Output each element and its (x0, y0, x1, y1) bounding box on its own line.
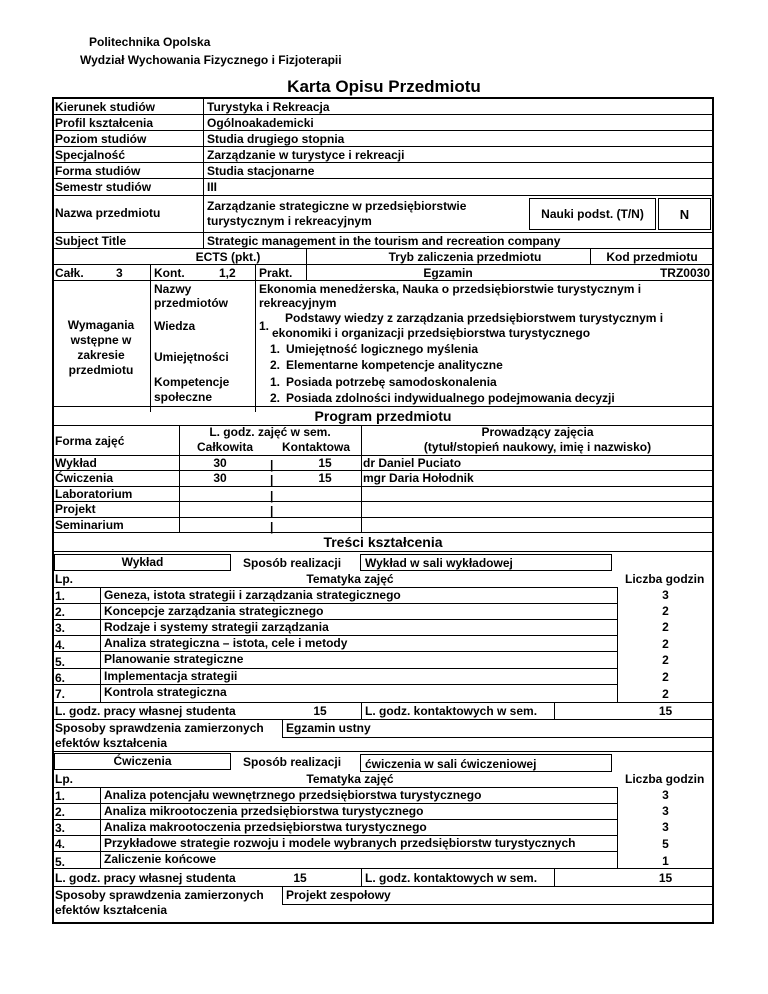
calk-label: Całk. (55, 266, 84, 280)
subject-title-label: Subject Title (55, 234, 127, 248)
sposoby-label: Sposoby sprawdzenia zamierzonych (55, 721, 264, 735)
info-value: Turystyka i Rekreacja (207, 100, 330, 114)
program-row-calk: 30 (213, 456, 227, 470)
program-row-sep: | (270, 489, 274, 503)
program-section-title: Program przedmiotu (314, 408, 452, 424)
tematyka-label: Tematyka zajęć (306, 572, 394, 586)
liczba-godzin-label: Liczba godzin (625, 772, 705, 786)
kontaktowe-label: L. godz. kontaktowych w sem. (365, 704, 538, 718)
info-label: Semestr studiów (55, 180, 152, 194)
kompetencje-item: Posiada zdolności indywidualnego podejmowania decyzji (286, 391, 615, 405)
umiejetnosci-item: Elementarne kompetencje analityczne (286, 358, 503, 372)
kompetencje-item: Posiada potrzebę samodoskonalenia (286, 375, 497, 389)
kod-label: Kod przedmiotu (606, 250, 698, 264)
sposoby-label: Sposoby sprawdzenia zamierzonych (55, 888, 264, 902)
prowadzacy-label: (tytuł/stopień naukowy, imię i nazwisko) (423, 440, 652, 454)
nauki-label: Nauki podst. (T/N) (541, 207, 644, 221)
program-row-sep: | (270, 504, 274, 518)
sposoby-label: efektów kształcenia (55, 736, 168, 750)
prakt-label: Prakt. (259, 266, 293, 280)
wyklad-godz: 2 (662, 670, 669, 684)
wyklad-temat: Implementacja strategii (104, 669, 238, 683)
program-row-calk: 30 (213, 471, 227, 485)
sposob-label: Sposób realizacji (243, 755, 342, 769)
info-value: III (207, 180, 218, 194)
info-value: Studia stacjonarne (207, 164, 315, 178)
info-label: Profil kształcenia (55, 116, 154, 130)
info-value: Studia drugiego stopnia (207, 132, 345, 146)
cwiczenia-godz: 3 (662, 820, 669, 834)
cwiczenia-lp: 2. (55, 805, 66, 819)
page-title: Karta Opisu Przedmiotu (287, 77, 481, 96)
kompetencje-num: 2. (270, 391, 281, 405)
info-label: Forma studiów (55, 164, 141, 178)
wiedza-num: 1. (259, 319, 270, 333)
liczba-godzin-label: Liczba godzin (625, 572, 705, 586)
cwiczenia-godz: 3 (662, 788, 669, 802)
program-row-prowadzacy: dr Daniel Puciato (363, 456, 462, 470)
kont-label: Kont. (154, 266, 185, 280)
kontaktowe-value: 15 (658, 704, 673, 718)
kontaktowe-value: 15 (658, 871, 673, 885)
wyklad-lp: 1. (55, 589, 66, 603)
wyklad-lp: 5. (55, 655, 66, 669)
program-row-kont: 15 (318, 471, 332, 485)
umiejetnosci-num: 2. (270, 358, 281, 372)
program-row-forma: Projekt (55, 502, 96, 516)
tematyka-label: Tematyka zajęć (306, 772, 394, 786)
wiedza-value: Podstawy wiedzy z zarządzania przedsiębiorstwem turystycznym i (285, 311, 664, 325)
nazwy-label: Nazwy (154, 282, 192, 296)
cwiczenia-temat: Przykładowe strategie rozwoju i modele wybranych przedsiębiorstw turystycznych (104, 836, 576, 850)
kont-value: 1,2 (219, 266, 236, 280)
wyklad-godz: 2 (662, 637, 669, 651)
cwiczenia-lp: 1. (55, 789, 66, 803)
kompetencje-label: społeczne (154, 390, 213, 404)
wyklad-lp: 4. (55, 638, 66, 652)
kontaktowa-label: Kontaktowa (282, 440, 351, 454)
praca-wlasna-value: 15 (313, 704, 327, 718)
info-label: Poziom studiów (55, 132, 147, 146)
cwiczenia-name: Ćwiczenia (113, 754, 172, 768)
cwiczenia-temat: Analiza mikrootoczenia przedsiębiorstwa turystycznego (104, 804, 424, 818)
wyklad-lp: 2. (55, 605, 66, 619)
godz-label: L. godz. zajęć w sem. (209, 425, 331, 439)
nazwy-value: Ekonomia menedżerska, Nauka o przedsiębiorstwie turystycznym i (259, 282, 642, 296)
kontaktowe-label: L. godz. kontaktowych w sem. (365, 871, 538, 885)
wyklad-lp: 7. (55, 687, 66, 701)
program-row-prowadzacy: mgr Daria Hołodnik (363, 471, 474, 485)
wyklad-sposob: Wykład w sali wykładowej (365, 556, 513, 570)
tryb-label: Tryb zaliczenia przedmiotu (388, 250, 542, 264)
program-row-sep: | (270, 458, 274, 472)
wiedza-label: Wiedza (154, 319, 196, 333)
cwiczenia-temat: Analiza potencjału wewnętrznego przedsiębiorstwa turystycznego (104, 788, 482, 802)
wyklad-godz: 2 (662, 687, 669, 701)
faculty-name: Wydział Wychowania Fizycznego i Fizjoterapii (80, 53, 342, 67)
praca-wlasna-label: L. godz. pracy własnej studenta (55, 871, 236, 885)
lp-label: Lp. (55, 572, 73, 586)
wyklad-lp: 6. (55, 671, 66, 685)
university-name: Politechnika Opolska (89, 35, 211, 49)
prowadzacy-label: Prowadzący zajęcia (481, 425, 594, 439)
cwiczenia-godz: 5 (662, 837, 669, 851)
subject-name-label: Nazwa przedmiotu (55, 206, 161, 220)
nazwy-value: rekreacyjnym (259, 296, 337, 310)
wyklad-temat: Planowanie strategiczne (104, 652, 244, 666)
wymagania-label: wstępne w (70, 333, 132, 347)
wyklad-lp: 3. (55, 621, 66, 635)
wyklad-godz: 2 (662, 604, 669, 618)
kompetencje-num: 1. (270, 375, 281, 389)
wyklad-godz: 3 (662, 588, 669, 602)
subject-title-value: Strategic management in the tourism and recreation company (207, 234, 561, 248)
wyklad-name: Wykład (121, 555, 164, 569)
lp-label: Lp. (55, 772, 73, 786)
wyklad-temat: Kontrola strategiczna (104, 685, 227, 699)
subject-name-line1: Zarządzanie strategiczne w przedsiębiorstwie (207, 199, 467, 213)
umiejetnosci-num: 1. (270, 342, 281, 356)
program-row-sep: | (270, 520, 274, 534)
cwiczenia-lp: 3. (55, 821, 66, 835)
umiejetnosci-item: Umiejętność logicznego myślenia (286, 342, 479, 356)
wyklad-temat: Rodzaje i systemy strategii zarządzania (104, 620, 329, 634)
sposoby-label: efektów kształcenia (55, 903, 168, 917)
program-row-forma: Ćwiczenia (55, 471, 114, 485)
info-label: Kierunek studiów (55, 100, 156, 114)
tresci-section-title: Treści kształcenia (323, 534, 443, 550)
cwiczenia-temat: Analiza makrootoczenia przedsiębiorstwa turystycznego (104, 820, 427, 834)
wyklad-godz: 2 (662, 653, 669, 667)
calk-value: 3 (116, 266, 123, 280)
subject-name-line2: turystycznym i rekreacyjnym (207, 214, 372, 228)
wyklad-temat: Geneza, istota strategii i zarządzania strategicznego (104, 588, 401, 602)
cwiczenia-temat: Zaliczenie końcowe (104, 852, 217, 866)
sposoby-value: Egzamin ustny (286, 721, 371, 735)
nazwy-label: przedmiotów (154, 296, 228, 310)
cwiczenia-lp: 5. (55, 855, 66, 869)
program-row-sep: | (270, 473, 274, 487)
program-row-forma: Seminarium (55, 518, 124, 532)
wymagania-label: przedmiotu (68, 363, 134, 377)
tryb-value: Egzamin (423, 266, 473, 280)
sposoby-value: Projekt zespołowy (286, 888, 391, 902)
cwiczenia-godz: 3 (662, 804, 669, 818)
calkowita-label: Całkowita (197, 440, 254, 454)
wyklad-temat: Analiza strategiczna – istota, cele i metody (104, 636, 348, 650)
praca-wlasna-value: 15 (293, 871, 307, 885)
wyklad-temat: Koncepcje zarządzania strategicznego (104, 604, 324, 618)
wyklad-godz: 2 (662, 620, 669, 634)
praca-wlasna-label: L. godz. pracy własnej studenta (55, 704, 236, 718)
cwiczenia-sposob: ćwiczenia w sali ćwiczeniowej (365, 757, 537, 771)
info-label: Specjalność (55, 148, 126, 162)
program-row-forma: Laboratorium (55, 487, 133, 501)
ects-label: ECTS (pkt.) (195, 250, 261, 264)
kompetencje-label: Kompetencje (154, 375, 230, 389)
cwiczenia-lp: 4. (55, 837, 66, 851)
wymagania-label: zakresie (77, 348, 125, 362)
info-value: Ogólnoakademicki (207, 116, 314, 130)
umiejetnosci-label: Umiejętności (154, 350, 229, 364)
forma-label: Forma zajęć (55, 434, 125, 448)
info-value: Zarządzanie w turystyce i rekreacji (207, 148, 405, 162)
wiedza-value: ekonomiki i organizacji przedsiębiorstwa turystycznego (272, 326, 591, 340)
cwiczenia-godz: 1 (662, 854, 669, 868)
program-row-forma: Wykład (55, 456, 97, 470)
sposob-label: Sposób realizacji (243, 556, 342, 570)
program-row-kont: 15 (318, 456, 332, 470)
nauki-value: N (679, 207, 690, 222)
kod-value: TRZ0030 (659, 266, 710, 280)
wymagania-label: Wymagania (67, 318, 135, 332)
